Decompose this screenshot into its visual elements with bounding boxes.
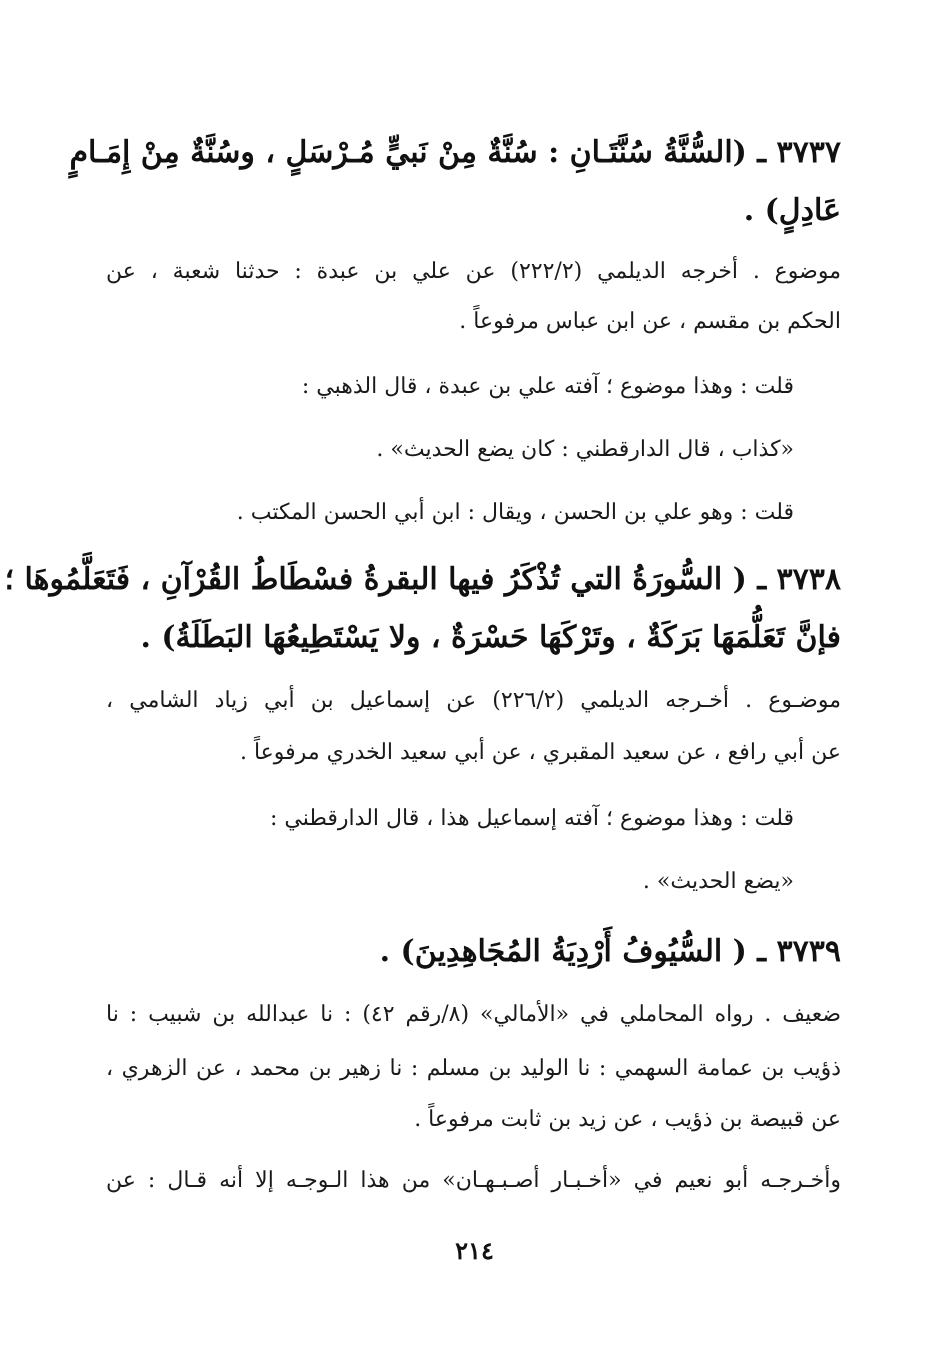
commentary-3738-line-1: موضـوع . أخـرجه الديلمي (٢٢٦/٢) عن إسماعيل بن أبي زياد الشامي ، <box>106 688 841 713</box>
hadith-3737-text-line-2: عَادِلٍ) . <box>743 193 841 228</box>
commentary-3739-line-3: عن قبيصة بن ذؤيب ، عن زيد بن ثابت مرفوعاً . <box>414 1107 841 1132</box>
commentary-3738-line-4: «يضع الحديث» . <box>642 869 794 894</box>
commentary-3737-line-3: قلت : وهذا موضوع ؛ آفته علي بن عبدة ، قال الذهبي : <box>301 374 794 399</box>
commentary-3737-line-4: «كذاب ، قال الدارقطني : كان يضع الحديث» . <box>376 437 794 462</box>
commentary-3738-line-2: عن أبي رافع ، عن سعيد المقبري ، عن أبي سعيد الخدري مرفوعاً . <box>239 740 841 765</box>
commentary-3737-line-1: موضوع . أخرجه الديلمي (٢٢٢/٢) عن علي بن عبدة : حدثنا شعبة ، عن <box>106 259 841 284</box>
commentary-3739-line-1: ضعيف . رواه المحاملي في «الأمالي» (٨/رقم ٤٢) : نا عبدالله بن شبيب : نا <box>106 1002 842 1027</box>
commentary-3739-line-4: وأخـرجـه أبو نعيم في «أخـبـار أصـبـهـان» من هذا الـوجـه إلا أنه قـال : عن <box>106 1168 842 1193</box>
hadith-3738-text-line-2: فإنَّ تَعَلُّمَهَا بَرَكَةٌ ، وتَرْكَهَا حَسْرَةٌ ، ولا يَسْتَطِيعُهَا البَطَلَةُ) . <box>140 620 841 655</box>
hadith-3737-text-line-1: ٣٧٣٧ ـ (السُّنَّةُ سُنَّتَـانِ : سُنَّةٌ مِنْ نَبيٍّ مُـرْسَلٍ ، وسُنَّةٌ مِنْ إِمَـامٍ <box>69 135 841 170</box>
hadith-3739-text-line-1: ٣٧٣٩ ـ ( السُّيُوفُ أَرْدِيَةُ المُجَاهِدِينَ) . <box>379 934 841 969</box>
commentary-3737-line-2: الحكم بن مقسم ، عن ابن عباس مرفوعاً . <box>459 309 841 334</box>
commentary-3738-line-3: قلت : وهذا موضوع ؛ آفته إسماعيل هذا ، قال الدارقطني : <box>269 806 794 831</box>
commentary-3739-line-2: ذؤيب بن عمامة السهمي : نا الوليد بن مسلم : نا زهير بن محمد ، عن الزهري ، <box>106 1056 841 1081</box>
page-number: ٢١٤ <box>455 1236 494 1265</box>
commentary-3737-line-5: قلت : وهو علي بن الحسن ، ويقال : ابن أبي الحسن المكتب . <box>236 500 794 525</box>
hadith-3738-text-line-1: ٣٧٣٨ ـ ( السُّورَةُ التي تُذْكَرُ فيها البقرةُ فسْطَاطُ القُرْآنِ ، فَتَعَلَّمُوهَا ؛ <box>4 562 841 597</box>
